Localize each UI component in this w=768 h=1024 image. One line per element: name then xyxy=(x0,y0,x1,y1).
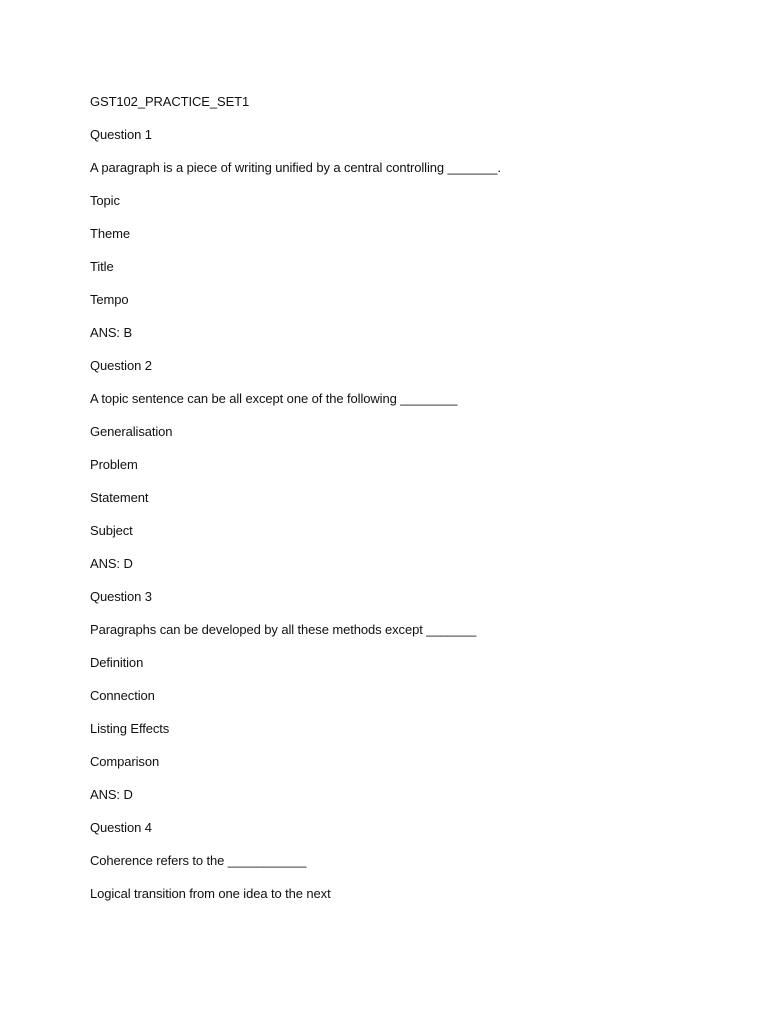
question-2-option-2: Problem xyxy=(90,457,138,472)
question-2-prompt: A topic sentence can be all except one of the following ________ xyxy=(90,391,458,406)
question-3-prompt: Paragraphs can be developed by all these methods except _______ xyxy=(90,622,477,637)
question-3-option-1: Definition xyxy=(90,655,144,670)
question-1-heading: Question 1 xyxy=(90,127,152,142)
question-3-option-4: Comparison xyxy=(90,754,160,769)
document-title: GST102_PRACTICE_SET1 xyxy=(90,94,250,109)
question-1-option-4: Tempo xyxy=(90,292,129,307)
document-body xyxy=(90,92,730,917)
question-3-option-2: Connection xyxy=(90,688,155,703)
question-3-answer: ANS: D xyxy=(90,787,133,802)
question-4-option-1: Logical transition from one idea to the next xyxy=(90,886,331,901)
question-2-heading: Question 2 xyxy=(90,358,152,373)
question-2-option-1: Generalisation xyxy=(90,424,173,439)
question-1-answer: ANS: B xyxy=(90,325,133,340)
question-3-option-3: Listing Effects xyxy=(90,721,170,736)
question-1-option-3: Title xyxy=(90,259,114,274)
question-4-prompt: Coherence refers to the ___________ xyxy=(90,853,307,868)
question-1-option-2: Theme xyxy=(90,226,130,241)
question-2-option-4: Subject xyxy=(90,523,133,538)
question-1-prompt: A paragraph is a piece of writing unified by a central controlling _______. xyxy=(90,160,501,175)
question-3-heading: Question 3 xyxy=(90,589,152,604)
question-4-heading: Question 4 xyxy=(90,820,152,835)
question-1-option-1: Topic xyxy=(90,193,120,208)
question-2-option-3: Statement xyxy=(90,490,149,505)
question-2-answer: ANS: D xyxy=(90,556,133,571)
